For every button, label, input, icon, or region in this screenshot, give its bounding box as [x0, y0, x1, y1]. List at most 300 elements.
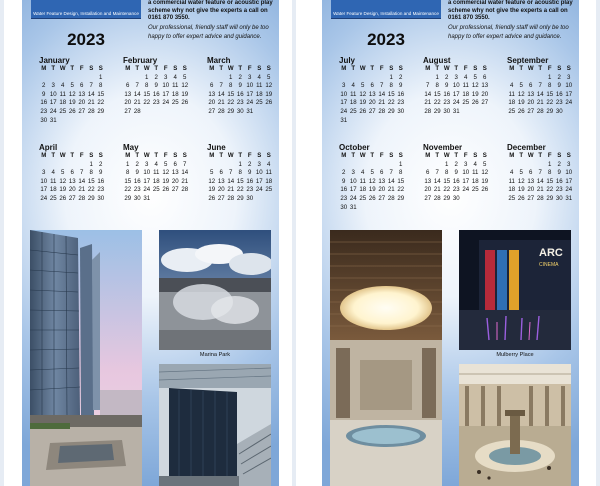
day-cell: 26	[481, 186, 489, 194]
day-cell: 9	[454, 169, 458, 177]
day-cell	[207, 74, 217, 83]
day-cell	[96, 117, 106, 126]
photo-ceiling-light-atrium	[330, 230, 442, 486]
weekday-label: T	[435, 152, 440, 159]
day-cell: 11	[50, 177, 57, 185]
day-cell: 14	[217, 90, 225, 98]
day-cell: 29	[97, 107, 105, 115]
week-row	[123, 169, 203, 178]
day-cell: 17	[462, 177, 470, 185]
day-cell: 17	[40, 186, 48, 194]
weekday-label: T	[51, 65, 56, 72]
day-cell: 3	[342, 82, 346, 90]
week-row	[507, 169, 579, 178]
weekday-label: W	[227, 65, 234, 72]
day-cell: 30	[40, 116, 48, 124]
day-cell: 23	[397, 99, 405, 107]
weekday-label: S	[398, 65, 403, 72]
day-cell	[68, 161, 78, 170]
weekday-label: M	[209, 65, 215, 72]
weekday-label: S	[389, 65, 394, 72]
day-cell: 24	[565, 99, 573, 107]
day-cell: 19	[517, 99, 525, 107]
day-cell: 26	[59, 194, 67, 202]
day-cell	[180, 195, 190, 204]
weekday-label: T	[538, 65, 543, 72]
day-cell: 6	[380, 169, 384, 177]
day-cell	[536, 161, 546, 170]
day-cell: 6	[173, 160, 177, 168]
day-cell	[358, 117, 368, 126]
day-cell	[339, 161, 349, 170]
day-cell: 15	[124, 177, 132, 185]
week-row	[507, 82, 579, 91]
day-cell: 7	[426, 82, 430, 90]
day-cell: 7	[219, 82, 223, 90]
photo-marina-park-fountain	[159, 230, 271, 350]
weekday-label: S	[473, 65, 478, 72]
day-cell	[264, 108, 274, 117]
day-cell: 17	[565, 177, 573, 185]
day-cell: 27	[527, 107, 535, 115]
day-cell: 8	[238, 169, 242, 177]
day-cell: 15	[546, 177, 554, 185]
day-cell: 1	[435, 73, 439, 81]
month-march	[207, 56, 279, 117]
day-cell: 27	[481, 99, 489, 107]
weekday-label: T	[519, 152, 524, 159]
month-august	[423, 56, 503, 117]
weekday-label: S	[173, 152, 178, 159]
day-cell: 5	[61, 169, 65, 177]
day-cell: 29	[546, 194, 554, 202]
weekday-label: S	[557, 152, 562, 159]
day-cell: 7	[435, 169, 439, 177]
day-cell: 14	[378, 90, 386, 98]
weekday-label: T	[135, 152, 140, 159]
day-cell: 12	[481, 169, 489, 177]
arc-sign-text: ARC	[539, 247, 563, 259]
week-row	[123, 161, 203, 170]
day-cell: 22	[227, 99, 235, 107]
week-row	[339, 186, 419, 195]
weekday-label: T	[219, 65, 224, 72]
day-cell: 9	[248, 169, 252, 177]
day-cell: 23	[236, 99, 244, 107]
day-cell: 20	[171, 177, 179, 185]
week-row	[39, 99, 119, 108]
day-cell: 1	[99, 73, 103, 81]
day-cell: 16	[246, 177, 254, 185]
week-row	[123, 195, 203, 204]
day-cell	[68, 117, 78, 126]
day-cell: 25	[471, 186, 479, 194]
company-logo-banner	[331, 0, 441, 19]
photo-glass-tower	[30, 230, 142, 486]
day-cell: 12	[471, 82, 479, 90]
week-row	[207, 169, 279, 178]
day-cell: 31	[49, 116, 57, 124]
day-cell: 24	[565, 186, 573, 194]
week-row	[207, 186, 279, 195]
week-row	[123, 178, 203, 187]
day-cell: 17	[246, 90, 254, 98]
day-cell: 2	[248, 160, 252, 168]
day-cell: 21	[433, 186, 441, 194]
day-cell: 27	[78, 107, 86, 115]
day-cell	[77, 117, 87, 126]
day-cell: 5	[210, 169, 214, 177]
week-row	[423, 74, 503, 83]
day-cell: 31	[452, 107, 460, 115]
day-cell	[507, 74, 517, 83]
weekday-label: T	[51, 152, 56, 159]
day-cell: 28	[227, 194, 235, 202]
day-cell: 23	[40, 107, 48, 115]
day-cell	[396, 204, 406, 213]
day-cell: 6	[483, 73, 487, 81]
day-cell	[461, 108, 471, 117]
weekday-label: M	[425, 152, 431, 159]
weekday-label: S	[566, 65, 571, 72]
day-cell	[58, 161, 68, 170]
day-cell: 20	[378, 186, 386, 194]
day-cell	[207, 161, 217, 170]
day-cell: 16	[40, 99, 48, 107]
day-cell: 4	[473, 160, 477, 168]
day-cell: 23	[246, 186, 254, 194]
month-name: November	[423, 143, 463, 152]
day-cell: 23	[452, 186, 460, 194]
day-cell: 19	[481, 177, 489, 185]
day-cell	[377, 161, 387, 170]
day-cell	[87, 74, 97, 83]
day-cell: 3	[145, 160, 149, 168]
day-cell: 28	[78, 194, 86, 202]
blurb-line-4: happy to offer expert advice and guidance.	[148, 34, 262, 40]
weekday-label: S	[482, 152, 487, 159]
day-cell: 13	[68, 177, 76, 185]
day-cell: 21	[227, 186, 235, 194]
weekday-label: T	[70, 152, 75, 159]
day-cell: 22	[97, 99, 105, 107]
day-cell	[517, 74, 527, 83]
day-cell: 6	[219, 169, 223, 177]
day-cell: 6	[126, 82, 130, 90]
weekday-label: S	[473, 152, 478, 159]
day-cell: 17	[340, 99, 348, 107]
day-cell: 6	[370, 82, 374, 90]
day-cell: 5	[519, 169, 523, 177]
week-row	[123, 108, 203, 117]
day-cell: 28	[424, 107, 432, 115]
day-cell: 12	[517, 177, 525, 185]
day-cell: 21	[536, 186, 544, 194]
day-cell	[368, 117, 378, 126]
day-cell: 8	[89, 169, 93, 177]
day-cell: 28	[133, 107, 141, 115]
weekday-label: T	[454, 65, 459, 72]
day-cell: 26	[359, 107, 367, 115]
day-cell: 17	[162, 90, 170, 98]
day-cell: 21	[378, 99, 386, 107]
day-cell	[564, 108, 574, 117]
day-cell: 22	[546, 99, 554, 107]
day-cell: 1	[548, 73, 552, 81]
day-cell: 3	[351, 169, 355, 177]
day-cell	[423, 161, 433, 170]
day-cell: 3	[257, 160, 261, 168]
week-row	[39, 74, 119, 83]
day-cell: 2	[99, 160, 103, 168]
day-cell: 9	[557, 82, 561, 90]
weekday-label: F	[547, 65, 552, 72]
day-cell	[471, 195, 481, 204]
week-row	[339, 204, 419, 213]
day-cell: 3	[567, 73, 571, 81]
week-row	[423, 91, 503, 100]
right-page-edge	[596, 0, 600, 486]
day-cell: 3	[51, 82, 55, 90]
weekday-label: F	[163, 65, 168, 72]
day-cell: 4	[510, 82, 514, 90]
weekday-label: W	[527, 152, 534, 159]
day-cell: 18	[508, 99, 516, 107]
weekday-label: T	[154, 65, 159, 72]
day-cell: 6	[80, 82, 84, 90]
week-row	[207, 108, 279, 117]
day-cell: 22	[87, 186, 95, 194]
day-cell: 25	[265, 186, 273, 194]
day-cell: 10	[565, 169, 573, 177]
day-cell: 16	[397, 90, 405, 98]
day-cell: 18	[462, 90, 470, 98]
week-row	[423, 178, 503, 187]
day-cell	[387, 161, 397, 170]
weekday-label: M	[425, 65, 431, 72]
day-cell: 2	[445, 73, 449, 81]
day-cell: 28	[217, 107, 225, 115]
day-cell: 22	[397, 186, 405, 194]
weekday-label: W	[59, 65, 66, 72]
weekday-label: M	[41, 65, 47, 72]
day-cell	[517, 161, 527, 170]
day-cell: 1	[145, 73, 149, 81]
year-heading: 2023	[67, 30, 105, 49]
day-cell: 20	[527, 186, 535, 194]
day-cell: 19	[471, 90, 479, 98]
day-cell: 16	[97, 177, 105, 185]
day-cell: 14	[424, 90, 432, 98]
calendar-panel-first-half	[22, 0, 279, 486]
day-cell: 13	[378, 177, 386, 185]
weekday-label: T	[519, 65, 524, 72]
day-cell: 12	[181, 82, 189, 90]
blurb-line-3: Our professional, friendly staff will only be too	[448, 24, 569, 31]
day-cell: 9	[557, 169, 561, 177]
day-cell: 11	[172, 82, 179, 90]
company-logo-banner	[31, 0, 141, 19]
day-cell	[133, 74, 143, 83]
day-cell: 14	[133, 90, 141, 98]
weekday-header	[39, 65, 119, 74]
day-cell: 13	[208, 90, 216, 98]
day-cell: 14	[78, 177, 86, 185]
day-cell	[536, 74, 546, 83]
day-cell: 18	[471, 177, 479, 185]
month-name: January	[39, 56, 70, 65]
month-name: February	[123, 56, 158, 65]
day-cell	[161, 108, 171, 117]
day-cell: 28	[87, 107, 95, 115]
day-cell: 27	[527, 194, 535, 202]
day-cell	[152, 195, 162, 204]
day-cell	[171, 195, 181, 204]
day-cell: 6	[210, 82, 214, 90]
day-cell: 3	[567, 160, 571, 168]
photo-caption: Mulberry Place	[496, 352, 534, 358]
weekday-label: S	[398, 152, 403, 159]
day-cell	[377, 204, 387, 213]
weekday-label: M	[209, 152, 215, 159]
day-cell: 21	[387, 186, 395, 194]
week-row	[339, 178, 419, 187]
day-cell: 14	[227, 177, 235, 185]
week-row	[39, 195, 119, 204]
day-cell: 9	[135, 169, 139, 177]
day-cell: 21	[181, 177, 189, 185]
day-cell: 18	[49, 186, 57, 194]
day-cell: 9	[238, 82, 242, 90]
day-cell: 16	[443, 90, 451, 98]
day-cell: 26	[162, 186, 170, 194]
day-cell	[461, 195, 471, 204]
photo-water-wall-escalator	[159, 364, 271, 486]
weekday-label: S	[173, 65, 178, 72]
day-cell: 5	[267, 73, 271, 81]
day-cell: 29	[433, 107, 441, 115]
day-cell: 8	[399, 169, 403, 177]
day-cell: 10	[452, 82, 460, 90]
day-cell: 4	[351, 82, 355, 90]
day-cell: 16	[133, 177, 141, 185]
day-cell: 18	[152, 177, 160, 185]
day-cell: 26	[471, 99, 479, 107]
blurb-phone: 0161 870 3550.	[148, 15, 190, 21]
day-cell: 18	[265, 177, 273, 185]
day-cell: 10	[40, 177, 48, 185]
week-row	[423, 82, 503, 91]
week-row	[507, 178, 579, 187]
day-cell: 15	[443, 177, 451, 185]
day-cell: 2	[557, 160, 561, 168]
month-june	[207, 143, 279, 204]
day-cell	[180, 108, 190, 117]
day-cell: 11	[508, 177, 515, 185]
day-cell: 6	[426, 169, 430, 177]
day-cell: 3	[464, 160, 468, 168]
day-cell: 3	[164, 73, 168, 81]
weekday-label: W	[359, 152, 366, 159]
day-cell: 20	[208, 99, 216, 107]
day-cell: 6	[529, 82, 533, 90]
day-cell: 1	[399, 160, 403, 168]
day-cell: 9	[445, 82, 449, 90]
day-cell: 24	[349, 194, 357, 202]
month-name: September	[507, 56, 549, 65]
blurb-line-2: scheme why not give the experts a call on	[448, 7, 568, 14]
month-name: April	[39, 143, 58, 152]
day-cell: 24	[143, 186, 151, 194]
day-cell: 24	[40, 194, 48, 202]
day-cell	[171, 108, 181, 117]
day-cell	[58, 74, 68, 83]
day-cell: 22	[143, 99, 151, 107]
day-cell: 18	[255, 90, 263, 98]
month-name: June	[207, 143, 226, 152]
weekday-label: T	[538, 152, 543, 159]
day-cell: 5	[183, 73, 187, 81]
day-cell: 2	[154, 73, 158, 81]
day-cell: 8	[445, 169, 449, 177]
day-cell: 16	[555, 90, 563, 98]
day-cell: 24	[162, 99, 170, 107]
week-row	[423, 195, 503, 204]
weekday-header	[207, 65, 279, 74]
week-row	[39, 178, 119, 187]
day-cell: 24	[255, 186, 263, 194]
day-cell: 23	[97, 186, 105, 194]
day-cell: 30	[340, 203, 348, 211]
day-cell: 2	[454, 160, 458, 168]
day-cell: 7	[538, 82, 542, 90]
month-name: May	[123, 143, 139, 152]
week-row	[123, 74, 203, 83]
day-cell: 8	[548, 169, 552, 177]
week-row	[207, 82, 279, 91]
weekday-label: W	[227, 152, 234, 159]
weekday-label: S	[182, 65, 187, 72]
day-cell: 29	[546, 107, 554, 115]
day-cell: 31	[349, 203, 357, 211]
day-cell: 1	[389, 73, 393, 81]
day-cell: 29	[236, 194, 244, 202]
day-cell	[387, 117, 397, 126]
day-cell: 15	[143, 90, 151, 98]
day-cell: 31	[246, 107, 254, 115]
day-cell: 27	[208, 107, 216, 115]
day-cell	[526, 161, 536, 170]
day-cell: 19	[368, 186, 376, 194]
day-cell: 2	[42, 82, 46, 90]
day-cell: 29	[443, 194, 451, 202]
month-january	[39, 56, 119, 125]
day-cell: 4	[173, 73, 177, 81]
day-cell	[217, 74, 227, 83]
day-cell: 27	[68, 194, 76, 202]
day-cell: 24	[246, 99, 254, 107]
weekday-header	[39, 152, 119, 161]
day-cell: 13	[78, 90, 86, 98]
day-cell	[507, 161, 517, 170]
day-cell: 23	[152, 99, 160, 107]
day-cell	[255, 195, 265, 204]
day-cell: 11	[256, 82, 263, 90]
weekday-label: M	[341, 65, 347, 72]
day-cell: 11	[359, 177, 366, 185]
day-cell: 27	[217, 194, 225, 202]
day-cell	[87, 117, 97, 126]
